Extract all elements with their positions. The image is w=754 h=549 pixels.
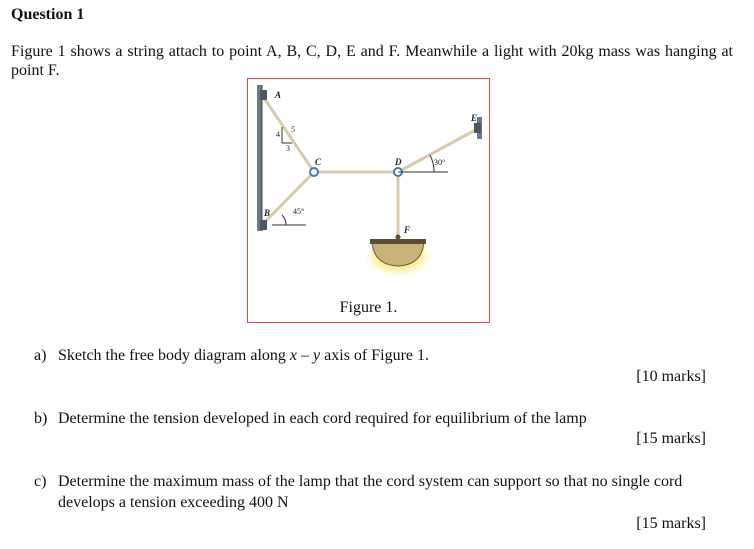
anchor-b bbox=[260, 220, 267, 230]
part-c-text: Determine the maximum mass of the lamp that the cord system can support so that no single cord develops a tension exceeding 400 N bbox=[58, 473, 683, 511]
label-slope-run: 3 bbox=[286, 144, 290, 153]
part-b-label: b) bbox=[34, 410, 48, 427]
cord-system-diagram bbox=[248, 79, 491, 324]
part-a-text: Sketch the free body diagram along x – y axis of Figure 1. bbox=[58, 347, 430, 364]
label-angle-d: 30° bbox=[434, 158, 446, 167]
part-b-text: Determine the tension developed in each cord required for equilibrium of the lamp bbox=[58, 410, 587, 427]
anchor-a bbox=[260, 90, 267, 100]
part-a-marks: [10 marks] bbox=[636, 368, 706, 385]
angle-b-arc bbox=[282, 215, 286, 225]
anchor-e bbox=[474, 123, 481, 133]
label-angle-b: 45° bbox=[293, 207, 305, 216]
ring-c bbox=[310, 168, 318, 176]
part-c-label: c) bbox=[34, 473, 47, 490]
question-intro: Figure 1 shows a string attach to point A, B, C, D, E and F. Meanwhile a light with 20kg mass was hanging at point F. bbox=[11, 43, 733, 79]
label-a: A bbox=[275, 90, 282, 100]
label-b: B bbox=[264, 208, 271, 218]
label-slope-rise: 4 bbox=[276, 130, 280, 139]
part-a-label: a) bbox=[34, 347, 47, 364]
question-heading: Question 1 bbox=[11, 6, 85, 23]
label-d: D bbox=[395, 157, 402, 167]
label-f: F bbox=[404, 225, 411, 235]
figure-caption: Figure 1. bbox=[339, 299, 398, 316]
label-c: C bbox=[315, 157, 322, 167]
left-wall bbox=[257, 85, 262, 231]
label-e: E bbox=[471, 113, 478, 123]
label-slope-hyp: 5 bbox=[291, 125, 295, 134]
part-b-marks: [15 marks] bbox=[636, 430, 706, 447]
figure-1 bbox=[247, 78, 490, 323]
part-c-marks: [15 marks] bbox=[636, 515, 706, 532]
cord-ca bbox=[262, 95, 314, 172]
